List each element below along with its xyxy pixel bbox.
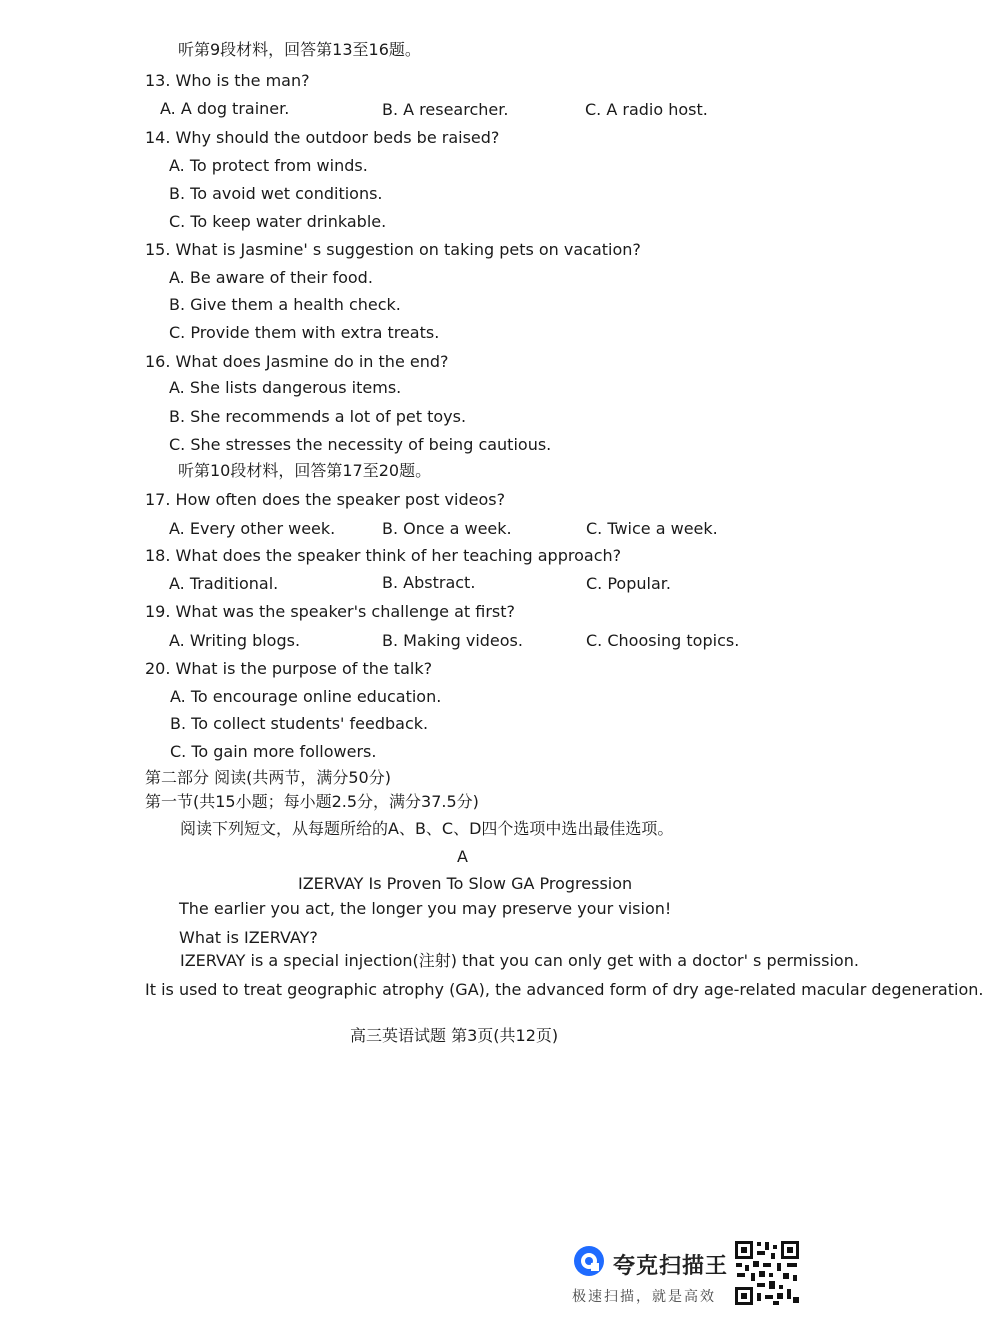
page-footer: 高三英语试题 第3页(共12页) <box>350 1026 559 1045</box>
q18-stem: 18. What does the speaker think of her teaching approach? <box>145 546 622 565</box>
q17-option-a: A. Every other week. <box>169 519 336 538</box>
q13-stem: 13. Who is the man? <box>145 71 310 90</box>
passage-line-3: IZERVAY is a special injection(注射) that you can only get with a doctor' s permission. <box>180 951 859 970</box>
q17-option-c: C. Twice a week. <box>586 519 718 538</box>
reading-instruction: 阅读下列短文，从每题所给的A、B、C、D四个选项中选出最佳选项。 <box>180 819 674 838</box>
scanner-logo-icon <box>572 1244 606 1278</box>
q18-option-c: C. Popular. <box>586 574 671 593</box>
q16-option-c: C. She stresses the necessity of being cautious. <box>169 435 552 454</box>
q16-option-b: B. She recommends a lot of pet toys. <box>169 407 467 426</box>
q14-option-a: A. To protect from winds. <box>169 156 368 175</box>
q14-option-b: B. To avoid wet conditions. <box>169 184 383 203</box>
q20-stem: 20. What is the purpose of the talk? <box>145 659 433 678</box>
q20-option-c: C. To gain more followers. <box>170 742 377 761</box>
q20-option-a: A. To encourage online education. <box>170 687 442 706</box>
q17-option-b: B. Once a week. <box>382 519 512 538</box>
q15-stem: 15. What is Jasmine' s suggestion on taking pets on vacation? <box>145 240 641 259</box>
q17-stem: 17. How often does the speaker post videos? <box>145 490 506 509</box>
q15-option-c: C. Provide them with extra treats. <box>169 323 440 342</box>
q13-option-c: C. A radio host. <box>585 100 708 119</box>
q19-stem: 19. What was the speaker's challenge at first? <box>145 602 516 621</box>
q14-option-c: C. To keep water drinkable. <box>169 212 387 231</box>
q20-option-b: B. To collect students' feedback. <box>170 714 429 733</box>
q13-option-a: A. A dog trainer. <box>160 99 290 118</box>
passage-line-4: It is used to treat geographic atrophy (GA), the advanced form of dry age-related macular degeneration. <box>145 980 983 999</box>
passage-title: IZERVAY Is Proven To Slow GA Progression <box>298 874 633 893</box>
passage-line-1: The earlier you act, the longer you may preserve your vision! <box>179 899 672 918</box>
q15-option-b: B. Give them a health check. <box>169 295 401 314</box>
section9-intro: 听第9段材料，回答第13至16题。 <box>178 40 421 59</box>
q18-option-a: A. Traditional. <box>169 574 279 593</box>
q18-option-b: B. Abstract. <box>382 573 476 592</box>
part2-heading: 第二部分 阅读(共两节，满分50分) <box>145 768 391 787</box>
q16-stem: 16. What does Jasmine do in the end? <box>145 352 449 371</box>
watermark-title: 夸克扫描王 <box>613 1254 729 1279</box>
section10-intro: 听第10段材料，回答第17至20题。 <box>178 461 432 480</box>
q19-option-a: A. Writing blogs. <box>169 631 301 650</box>
watermark-subtitle: 极速扫描，就是高效 <box>572 1289 716 1305</box>
passage-line-2: What is IZERVAY? <box>179 928 318 947</box>
passage-letter: A <box>457 847 468 866</box>
q14-stem: 14. Why should the outdoor beds be raised? <box>145 128 500 147</box>
passage-clip <box>0 950 983 1010</box>
q19-option-c: C. Choosing topics. <box>586 631 740 650</box>
q13-option-b: B. A researcher. <box>382 100 509 119</box>
q19-option-b: B. Making videos. <box>382 631 523 650</box>
q15-option-a: A. Be aware of their food. <box>169 268 373 287</box>
section1-heading: 第一节(共15小题；每小题2.5分，满分37.5分) <box>145 792 479 811</box>
qr-code-icon <box>733 1239 801 1307</box>
q16-option-a: A. She lists dangerous items. <box>169 378 402 397</box>
